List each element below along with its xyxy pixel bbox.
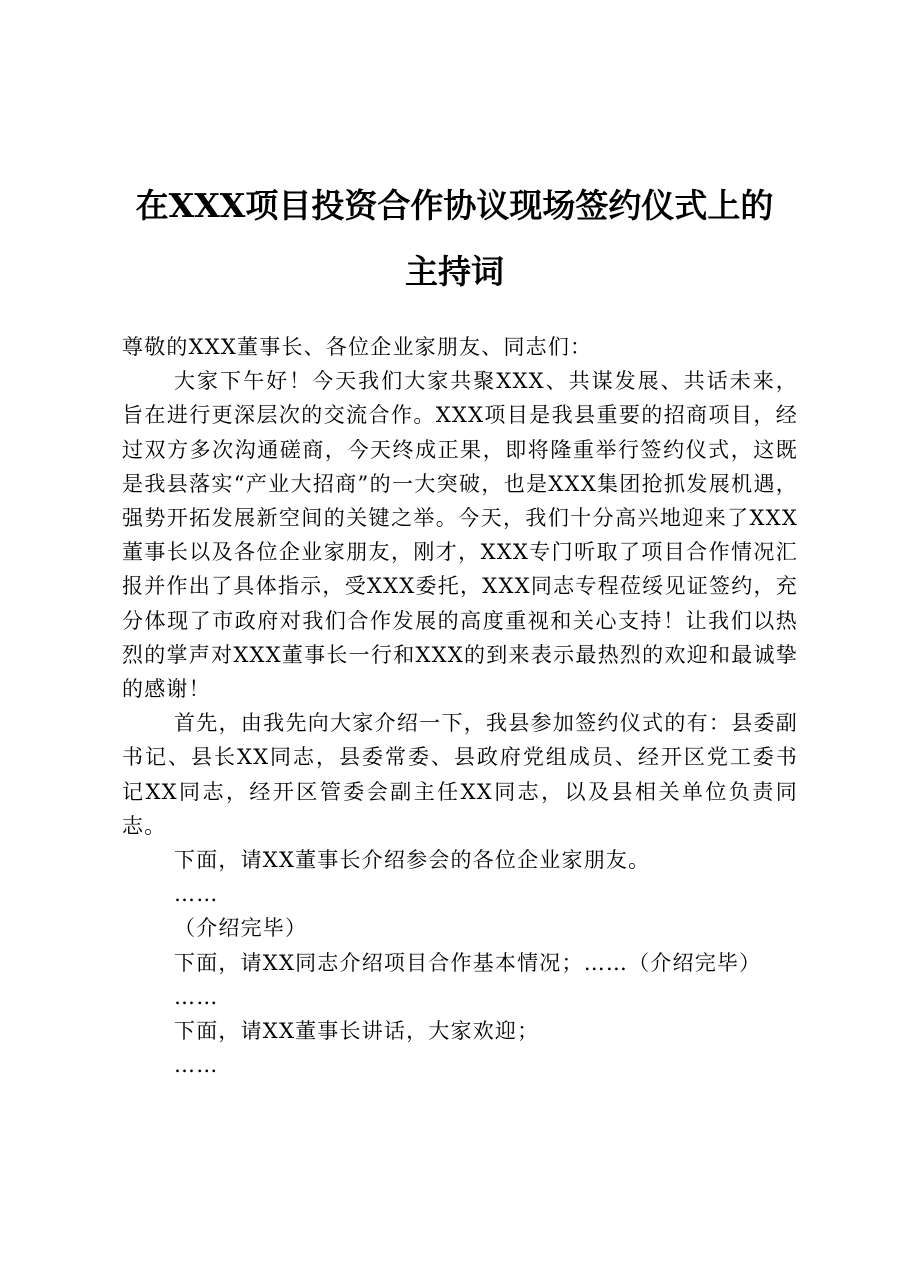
paragraph-attendees: 首先，由我先向大家介绍一下，我县参加签约仪式的有：县委副书记、县长XX同志，县委常委、县政府党组成员、经开区党工委书记XX同志，经开区管委会副主任XX同志，以及县相关单位负责同志。 xyxy=(122,711,798,838)
paragraph-ellipsis: …… xyxy=(174,1053,219,1078)
document-body xyxy=(122,330,798,1082)
paragraph-ellipsis: …… xyxy=(174,984,219,1009)
paragraph-welcome: 大家下午好！今天我们大家共聚XXX、共谋发展、共话未来，旨在进行更深层次的交流合作。XXX项目是我县重要的招商项目，经过双方多次沟通磋商，今天终成正果，即将隆重举行签约仪式，这既是我县落实“产业大招商”的一大突破，也是XXX集团抢抓发展机遇，强势开拓发展新空间的关键之举。今天，我们十分高兴地迎来了XXX董事长以及各位企业家朋友，刚才，XXX专门听取了项目合作情况汇报并作出了具体指示，受XXX委托，XXX同志专程莅绥见证签约，充分体现了市政府对我们合作发展的高度重视和关心支持！让我们以热烈的掌声对XXX董事长一行和XXX的到来表示最热烈的欢迎和最诚挚的感谢！ xyxy=(122,369,798,702)
paragraph-intro-finished: （介绍完毕） xyxy=(174,916,308,941)
paragraph-project-introduction: 下面，请XX同志介绍项目合作基本情况；……（介绍完毕） xyxy=(174,950,762,975)
paragraph-introduce-entrepreneurs: 下面，请XX董事长介绍参会的各位企业家朋友。 xyxy=(174,848,651,873)
document-title-line-1: 在XXX项目投资合作协议现场签约仪式上的 xyxy=(135,186,774,225)
paragraph-chairman-speech: 下面，请XX董事长讲话，大家欢迎； xyxy=(174,1019,540,1044)
paragraph-ellipsis: …… xyxy=(174,882,219,907)
document-title-line-2: 主持词 xyxy=(405,252,504,291)
salutation: 尊敬的XXX董事长、各位企业家朋友、同志们： xyxy=(122,335,593,359)
